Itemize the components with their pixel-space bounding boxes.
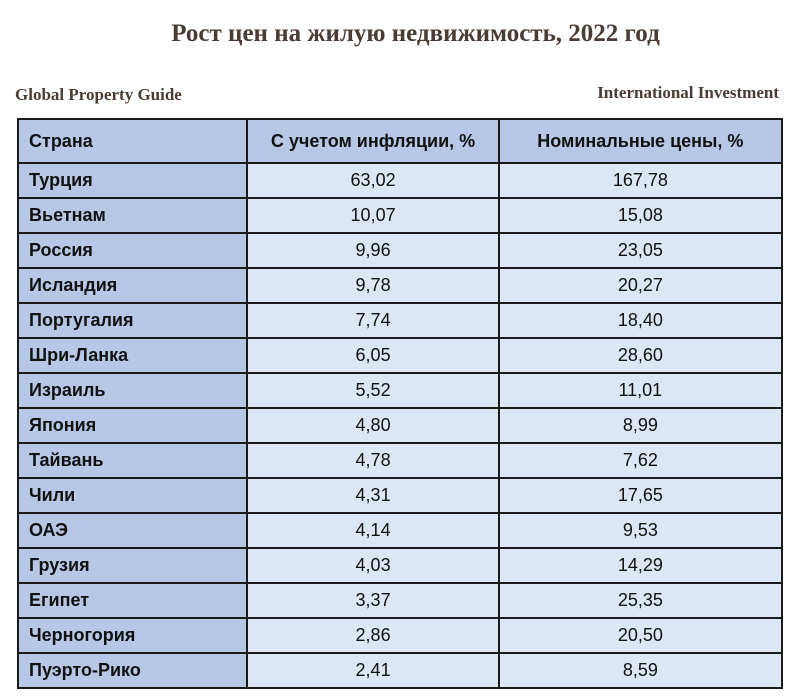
cell-nominal: 7,62 — [499, 443, 782, 478]
cell-nominal: 20,27 — [499, 268, 782, 303]
cell-inflation-adjusted: 4,31 — [247, 478, 498, 513]
cell-inflation-adjusted: 4,03 — [247, 548, 498, 583]
cell-country: Грузия — [18, 548, 247, 583]
cell-inflation-adjusted: 9,78 — [247, 268, 498, 303]
cell-inflation-adjusted: 4,14 — [247, 513, 498, 548]
cell-country: Португалия — [18, 303, 247, 338]
cell-country: Япония — [18, 408, 247, 443]
cell-inflation-adjusted: 9,96 — [247, 233, 498, 268]
cell-country: Пуэрто-Рико — [18, 653, 247, 688]
cell-inflation-adjusted: 7,74 — [247, 303, 498, 338]
table-row — [18, 338, 782, 373]
table-body — [18, 163, 782, 688]
cell-country: ОАЭ — [18, 513, 247, 548]
table-row — [18, 233, 782, 268]
cell-country: Вьетнам — [18, 198, 247, 233]
cell-country: Россия — [18, 233, 247, 268]
cell-nominal: 18,40 — [499, 303, 782, 338]
cell-inflation-adjusted: 4,78 — [247, 443, 498, 478]
cell-country: Тайвань — [18, 443, 247, 478]
cell-inflation-adjusted: 5,52 — [247, 373, 498, 408]
table-row — [18, 478, 782, 513]
cell-nominal: 28,60 — [499, 338, 782, 373]
cell-country: Шри-Ланка — [18, 338, 247, 373]
table-row — [18, 443, 782, 478]
table-row — [18, 583, 782, 618]
cell-nominal: 15,08 — [499, 198, 782, 233]
column-header-inflation-adjusted: С учетом инфляции, % — [247, 119, 498, 163]
column-header-country: Страна — [18, 119, 247, 163]
cell-inflation-adjusted: 2,41 — [247, 653, 498, 688]
column-header-nominal: Номинальные цены, % — [499, 119, 782, 163]
cell-nominal: 9,53 — [499, 513, 782, 548]
table-row — [18, 513, 782, 548]
cell-inflation-adjusted: 63,02 — [247, 163, 498, 198]
table-row — [18, 653, 782, 688]
cell-nominal: 167,78 — [499, 163, 782, 198]
page-title: Рост цен на жилую недвижимость, 2022 год — [171, 20, 660, 47]
cell-inflation-adjusted: 3,37 — [247, 583, 498, 618]
cell-nominal: 23,05 — [499, 233, 782, 268]
cell-nominal: 8,99 — [499, 408, 782, 443]
table-row — [18, 268, 782, 303]
cell-inflation-adjusted: 10,07 — [247, 198, 498, 233]
cell-nominal: 20,50 — [499, 618, 782, 653]
table-row — [18, 618, 782, 653]
table-header-row — [18, 119, 782, 163]
cell-country: Турция — [18, 163, 247, 198]
cell-country: Черногория — [18, 618, 247, 653]
table-row — [18, 163, 782, 198]
table-row — [18, 303, 782, 338]
cell-nominal: 8,59 — [499, 653, 782, 688]
cell-nominal: 14,29 — [499, 548, 782, 583]
cell-inflation-adjusted: 2,86 — [247, 618, 498, 653]
cell-country: Чили — [18, 478, 247, 513]
cell-country: Исландия — [18, 268, 247, 303]
cell-country: Израиль — [18, 373, 247, 408]
source-label-left: Global Property Guide — [15, 85, 182, 104]
table-row — [18, 408, 782, 443]
cell-nominal: 25,35 — [499, 583, 782, 618]
source-label-right: International Investment — [597, 83, 779, 102]
cell-nominal: 17,65 — [499, 478, 782, 513]
price-growth-table — [17, 118, 783, 689]
cell-country: Египет — [18, 583, 247, 618]
table-row — [18, 198, 782, 233]
cell-nominal: 11,01 — [499, 373, 782, 408]
cell-inflation-adjusted: 6,05 — [247, 338, 498, 373]
cell-inflation-adjusted: 4,80 — [247, 408, 498, 443]
table-row — [18, 548, 782, 583]
table-row — [18, 373, 782, 408]
